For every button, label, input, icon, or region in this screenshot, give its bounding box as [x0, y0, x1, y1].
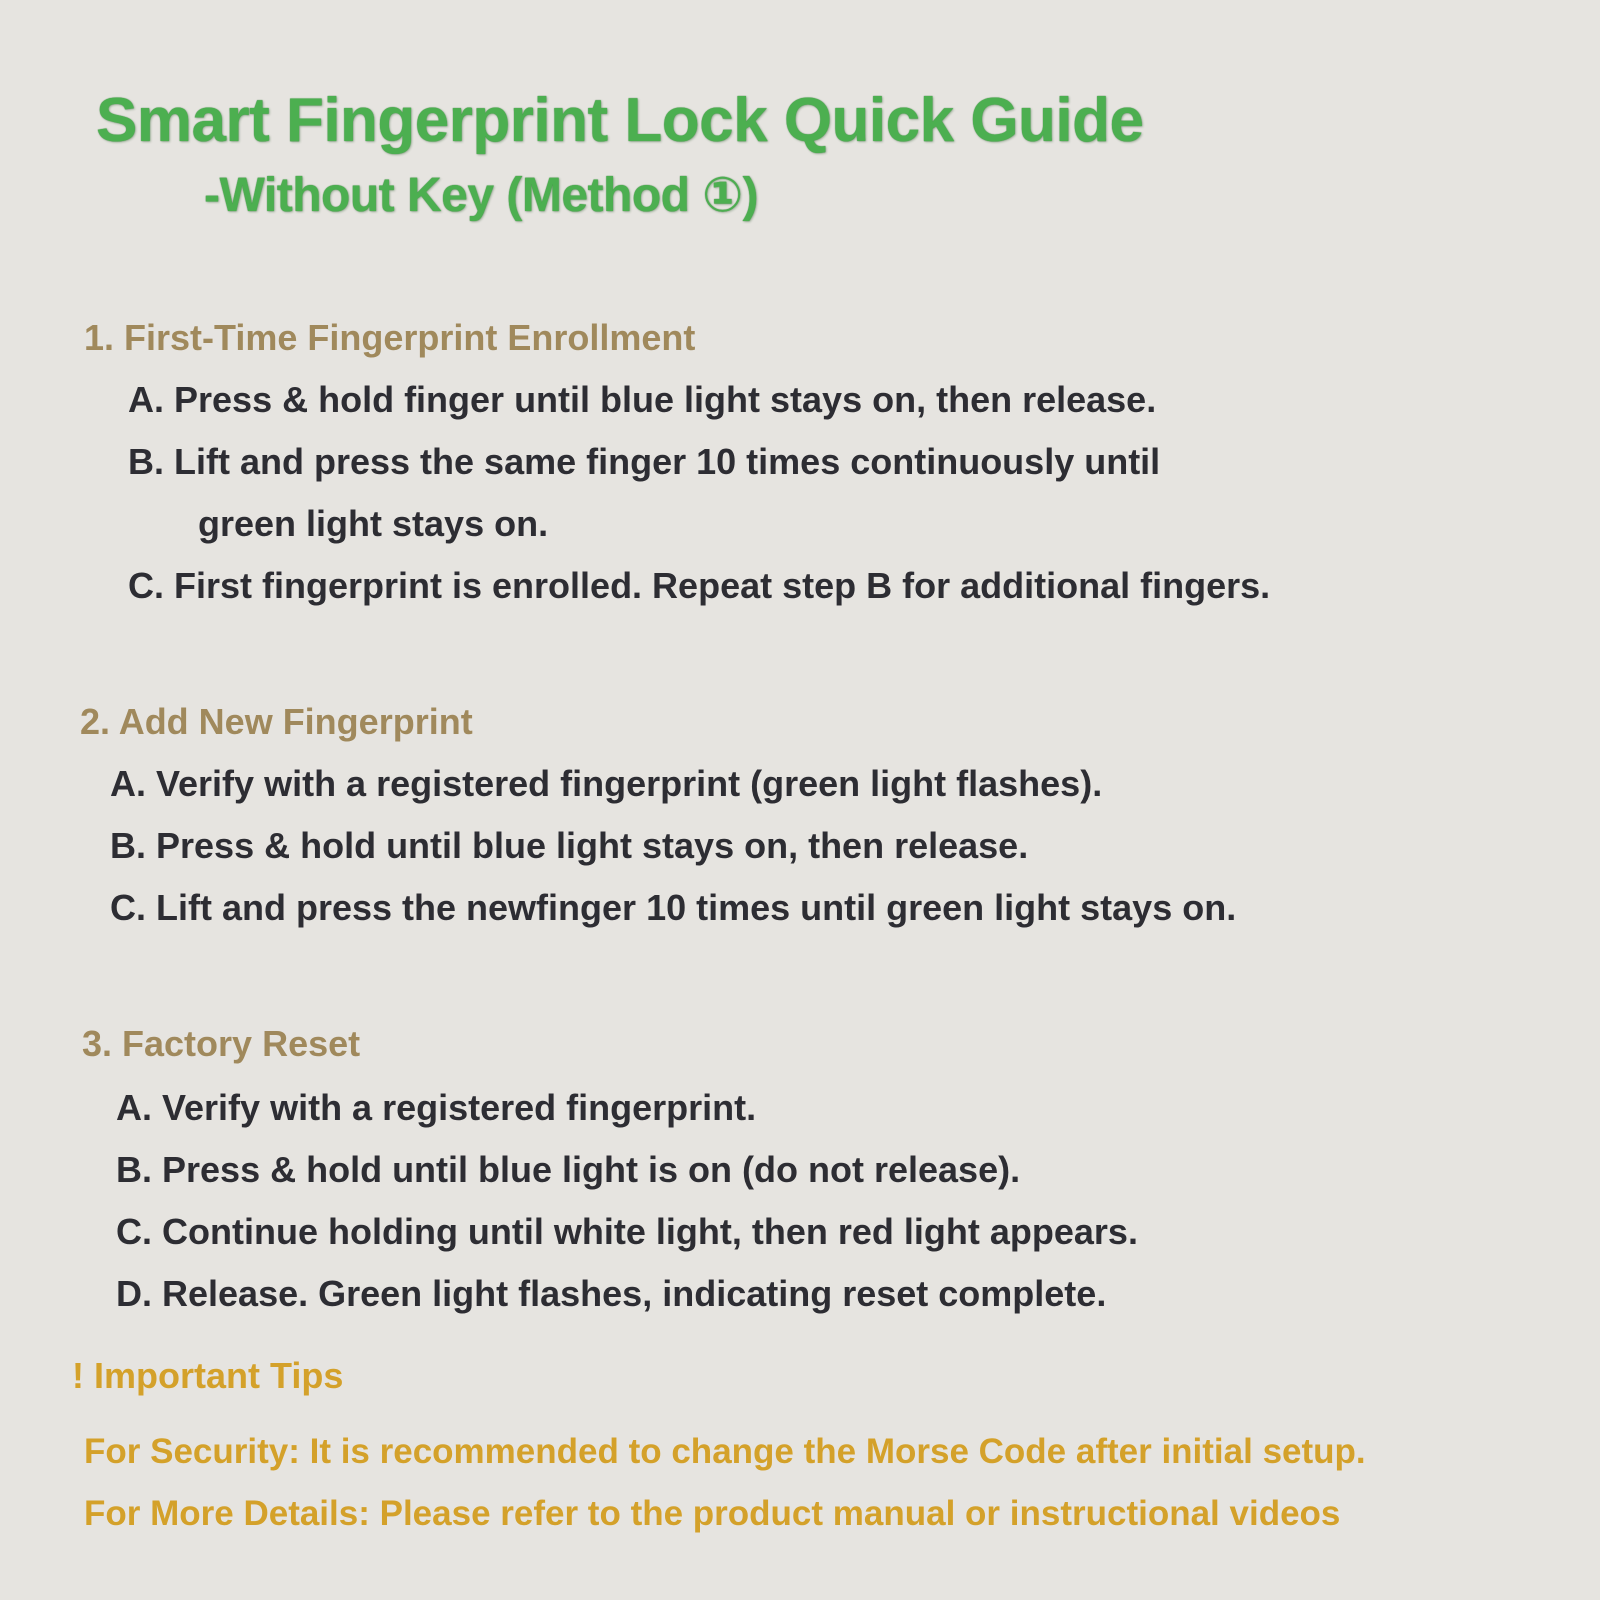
guide-title: Smart Fingerprint Lock Quick Guide	[96, 86, 1144, 155]
add-step-c: C. Lift and press the newfinger 10 times until green light stays on.	[110, 887, 1237, 928]
important-tips-title: ! Important Tips	[72, 1355, 344, 1396]
enrollment-step-c: C. First fingerprint is enrolled. Repeat step B for additional fingers.	[128, 565, 1271, 606]
enrollment-step-a: A. Press & hold finger until blue light stays on, then release.	[128, 379, 1157, 420]
reset-step-d: D. Release. Green light flashes, indicating reset complete.	[116, 1273, 1107, 1314]
add-step-a: A. Verify with a registered fingerprint (green light flashes).	[110, 763, 1103, 804]
reset-step-b: B. Press & hold until blue light is on (do not release).	[116, 1149, 1021, 1190]
section-heading-enrollment: 1. First-Time Fingerprint Enrollment	[84, 317, 696, 358]
reset-step-c: C. Continue holding until white light, then red light appears.	[116, 1211, 1138, 1252]
security-tip: For Security: It is recommended to change the Morse Code after initial setup.	[84, 1432, 1366, 1471]
add-step-b: B. Press & hold until blue light stays on, then release.	[110, 825, 1029, 866]
details-tip: For More Details: Please refer to the product manual or instructional videos	[84, 1494, 1341, 1533]
enrollment-step-b: B. Lift and press the same finger 10 times continuously until	[128, 441, 1161, 482]
enrollment-step-b-continued: green light stays on.	[198, 503, 549, 544]
reset-step-a: A. Verify with a registered fingerprint.	[116, 1087, 757, 1128]
guide-subtitle: -Without Key (Method ①)	[204, 169, 758, 222]
section-heading-add-fingerprint: 2. Add New Fingerprint	[80, 701, 473, 742]
section-heading-factory-reset: 3. Factory Reset	[82, 1023, 361, 1064]
